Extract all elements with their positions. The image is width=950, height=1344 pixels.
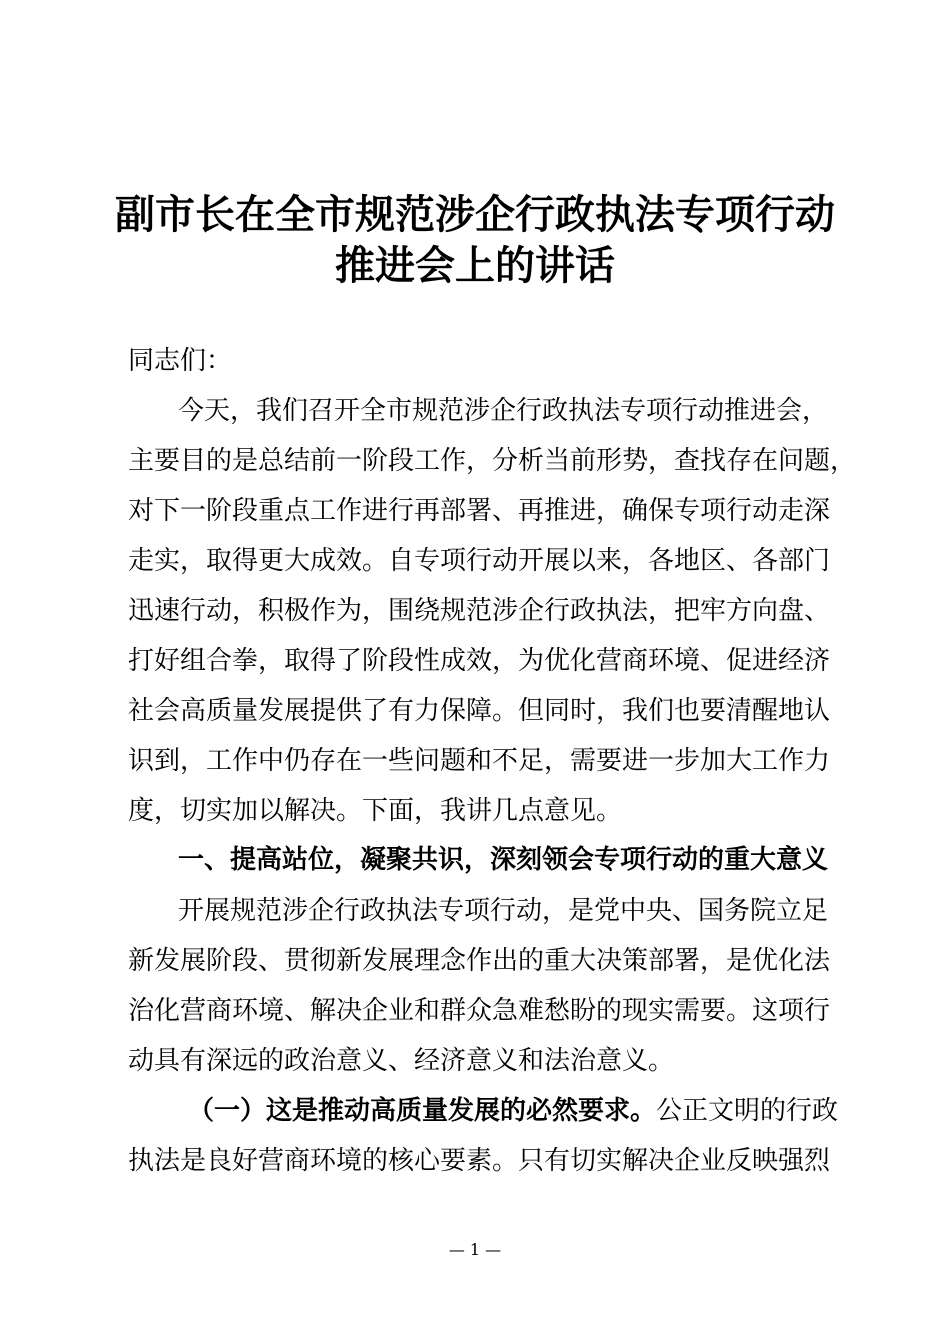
subsection-text: 公正文明的行政	[656, 1096, 839, 1126]
paragraph-line: 社会高质量发展提供了有力保障。但同时，我们也要清醒地认	[128, 696, 831, 726]
paragraph-line: 今天，我们召开全市规范涉企行政执法专项行动推进会，	[178, 396, 829, 426]
paragraph-line: 新发展阶段、贯彻新发展理念作出的重大决策部署，是优化法	[128, 946, 831, 976]
paragraph-line: 治化营商环境、解决企业和群众急难愁盼的现实需要。这项行	[128, 996, 831, 1026]
paragraph-line: 对下一阶段重点工作进行再部署、再推进，确保专项行动走深	[128, 496, 831, 526]
paragraph-line: 度，切实加以解决。下面，我讲几点意见。	[128, 796, 623, 826]
document-title-line-2: 推进会上的讲话	[335, 242, 615, 289]
paragraph-line: 动具有深远的政治意义、经济意义和法治意义。	[128, 1046, 675, 1076]
paragraph-line: 执法是良好营商环境的核心要素。只有切实解决企业反映强烈	[128, 1146, 831, 1176]
paragraph-line: 识到，工作中仍存在一些问题和不足，需要进一步加大工作力	[128, 746, 831, 776]
paragraph-line: 开展规范涉企行政执法专项行动，是党中央、国务院立足	[178, 896, 829, 926]
paragraph-line: 走实，取得更大成效。自专项行动开展以来，各地区、各部门	[128, 546, 831, 576]
document-title-line-1: 副市长在全市规范涉企行政执法专项行动	[115, 191, 835, 238]
paragraph-line: 主要目的是总结前一阶段工作，分析当前形势，查找存在问题，	[128, 446, 857, 476]
paragraph-line: 打好组合拳，取得了阶段性成效，为优化营商环境、促进经济	[128, 646, 831, 676]
section-heading-1: 一、提高站位，凝聚共识，深刻领会专项行动的重大意义	[178, 845, 829, 875]
page-number: — 1 —	[448, 1240, 502, 1259]
subsection-line	[188, 1091, 838, 1131]
paragraph-line: 迅速行动，积极作为，围绕规范涉企行政执法，把牢方向盘、	[128, 596, 831, 626]
subsection-heading-1: （一）这是推动高质量发展的必然要求。	[188, 1096, 657, 1126]
greeting: 同志们：	[128, 346, 233, 376]
